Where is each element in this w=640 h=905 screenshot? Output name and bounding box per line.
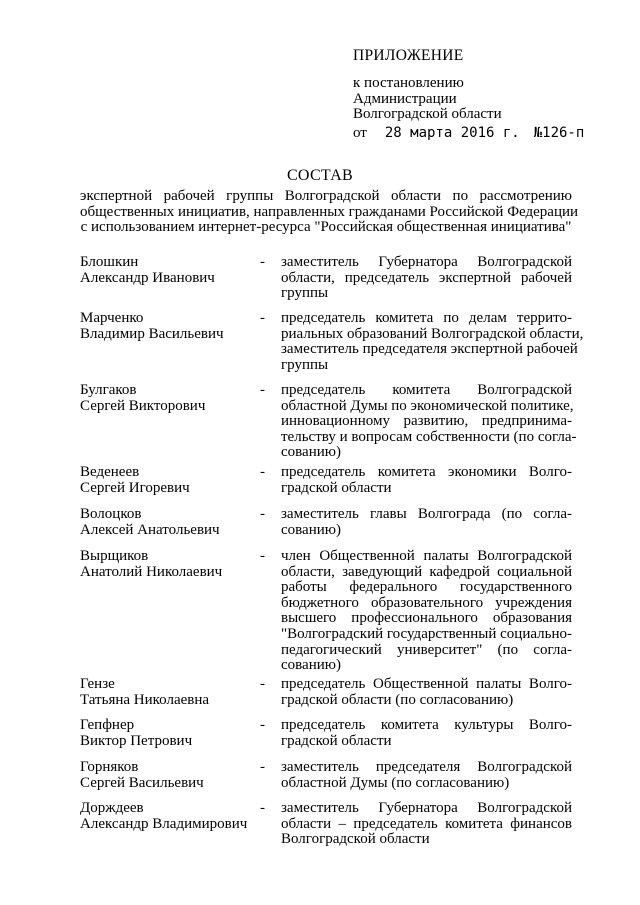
member-surname: Горняков [80,759,139,775]
member-given-name: Александр Иванович [80,269,215,286]
member-name [80,718,260,749]
dash-separator: - [260,800,265,816]
position-line: "Волгоградский государственный социально- [281,625,572,642]
position-line: педагогический университет" (по согла- [281,641,572,658]
position-line: области, заведующий кафедрой социальной [281,563,572,580]
member-name [80,255,260,286]
subtitle-line: экспертной рабочей группы Волгоградской области по рассмотрению [80,188,572,204]
position-line: риальных образований Волгоградской области, [281,325,584,342]
position-line: председатель комитета экономики Волго- [281,464,572,480]
position-line: заместитель Губернатора Волгоградской [281,254,572,270]
attachment-line: к постановлению [353,75,464,91]
position-line: областной Думы по экономической политике, [281,397,574,414]
member-name [80,507,260,538]
position-line: областной Думы (по согласованию) [281,774,510,791]
position-line: председатель Общественной палаты Волго- [281,676,572,692]
position-line: градской области [281,479,392,496]
position-line: градской области [281,732,392,749]
member-surname: Блошкин [80,254,139,270]
dash-separator: - [260,382,265,398]
dash-separator: - [260,759,265,775]
attachment-reference [353,76,502,123]
document-heading: СОСТАВ [286,167,354,184]
member-position [281,507,572,538]
position-line: области – председатель комитета финансов [281,815,572,832]
position-line: области, председатель экспертной рабочей [281,269,572,286]
member-position [281,310,584,373]
dash-separator: - [260,254,265,270]
member-given-name: Анатолий Николаевич [80,563,223,580]
position-line: сованию) [281,657,341,674]
position-line: Волгоградской области [281,831,430,848]
decree-number: №126-п [533,125,585,141]
decree-date-number [353,125,584,142]
member-name [80,677,260,708]
dash-separator: - [260,464,265,480]
position-line: председатель комитета Волгоградской [281,382,572,398]
member-position [281,718,572,749]
position-line: инновационному развитию, предпринима- [281,413,572,430]
member-surname: Гензе [80,676,115,692]
attachment-line: Администрации [353,90,457,107]
member-surname: Вырщиков [80,548,149,564]
position-line: группы [281,356,329,373]
subtitle-line: общественных инициатив, направленных гражданами Российской Федерации [80,203,579,220]
member-position [281,255,572,302]
member-name [80,465,260,496]
position-line: заместитель Губернатора Волгоградской [281,800,572,816]
dash-separator: - [260,676,265,692]
attachment-title: ПРИЛОЖЕНИЕ [353,47,464,64]
member-given-name: Александр Владимирович [80,815,248,832]
position-line: сованию) [281,521,341,538]
position-line: тельству и вопросам собственности (по согла- [281,428,577,445]
position-line: высшего профессионального образования [281,610,572,627]
member-given-name: Сергей Васильевич [80,774,204,791]
member-given-name: Алексей Анатольевич [80,521,220,538]
dash-separator: - [260,506,265,522]
member-surname: Марченко [80,310,144,326]
position-line: заместитель председателя Волгоградской [281,759,572,775]
member-surname: Гепфнер [80,717,135,733]
member-name [80,760,260,791]
member-given-name: Сергей Игоревич [80,479,190,496]
member-position [281,549,572,674]
dash-separator: - [260,310,265,326]
member-name [80,311,260,342]
position-line: председатель комитета культуры Волго- [281,717,572,733]
position-line: сованию) [281,444,341,461]
position-line: председатель комитета по делам террито- [281,310,572,326]
member-given-name: Сергей Викторович [80,397,206,414]
position-line: работы федерального государственного [281,579,572,596]
member-surname: Дорждеев [80,800,144,816]
decree-date: 28 марта 2016 г. [384,125,520,141]
position-line: заместитель председателя экспертной рабочей [281,341,578,358]
member-surname: Веденеев [80,464,140,480]
member-position [281,382,577,461]
member-surname: Волоцков [80,506,142,522]
member-position [281,801,572,848]
position-line: заместитель главы Волгограда (по согла- [281,506,572,522]
member-given-name: Виктор Петрович [80,732,193,749]
member-name [80,801,260,832]
member-position [281,760,572,791]
member-given-name: Владимир Васильевич [80,325,224,342]
attachment-line: Волгоградской области [353,106,502,122]
position-line: член Общественной палаты Волгоградской [281,548,572,564]
decree-prefix: от [353,125,367,141]
position-line: бюджетного образовательного учреждения [281,594,572,611]
dash-separator: - [260,548,265,564]
member-given-name: Татьяна Николаевна [80,691,210,708]
position-line: градской области (по согласованию) [281,691,514,708]
document-subtitle [80,188,579,236]
position-line: группы [281,285,329,302]
member-name [80,549,260,580]
member-position [281,465,572,496]
member-name [80,383,260,414]
dash-separator: - [260,717,265,733]
subtitle-line: с использованием интернет-ресурса "Российская общественная инициатива" [80,219,572,236]
member-surname: Булгаков [80,382,137,398]
member-position [281,677,572,708]
